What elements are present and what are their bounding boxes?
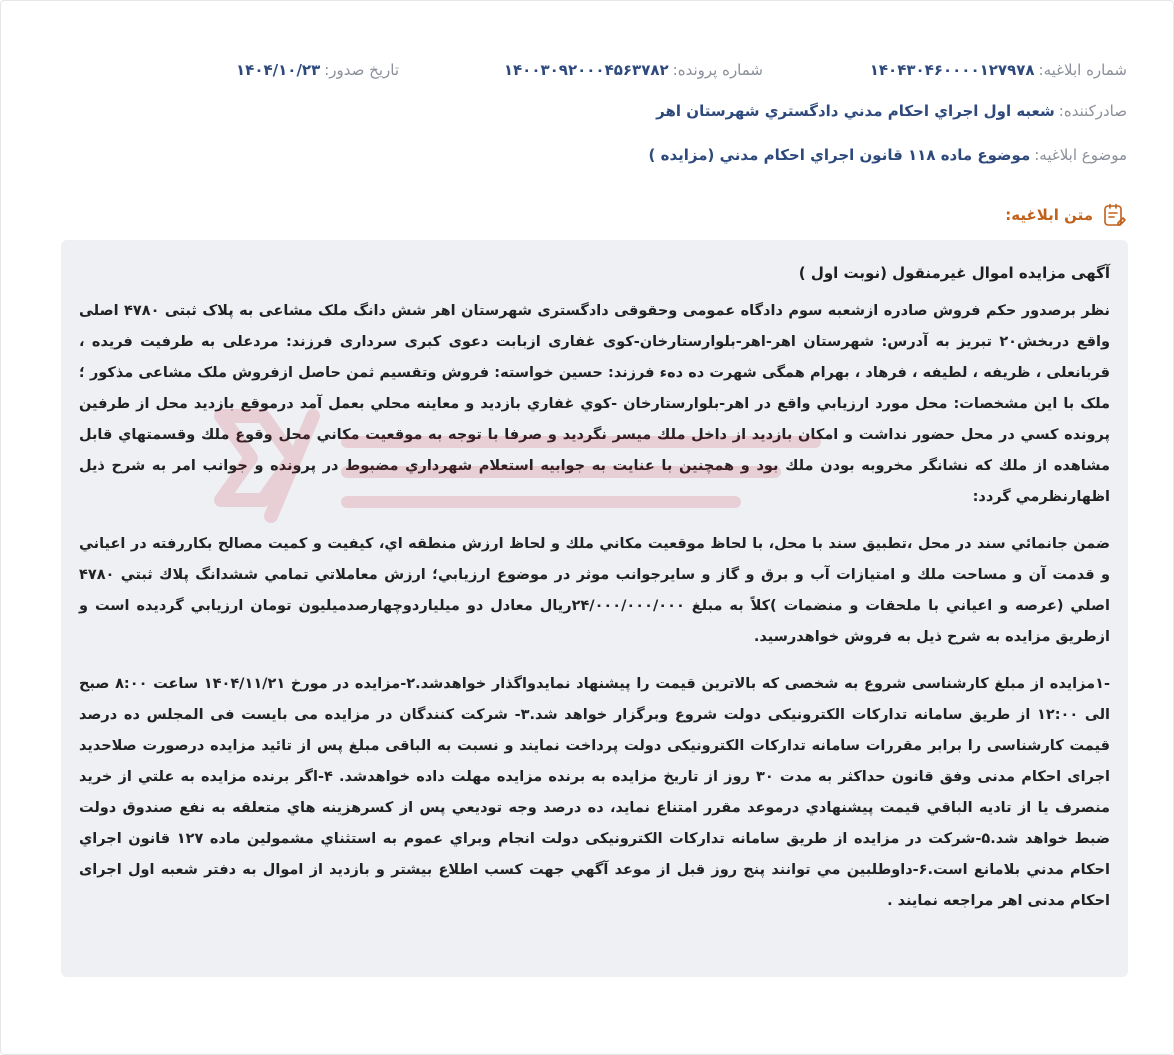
subject-label: موضوع ابلاغیه: bbox=[1034, 146, 1127, 164]
issuer-value: شعبه اول اجراي احکام مدني دادگستري شهرستان اهر bbox=[656, 102, 1055, 120]
notice-heading: آگهی مزایده اموال غیرمنقول (نوبت اول ) bbox=[798, 264, 1110, 282]
meta-row-numbers bbox=[47, 59, 1127, 81]
notice-number-label: شماره ابلاغیه: bbox=[1038, 61, 1127, 79]
notice-paragraph-3: -۱مزایده از مبلغ کارشناسی شروع به شخصی که بالاترین قیمت را پیشنهاد نمایدواگذار خواهدشد.۲-مزایده در مورخ ۱۴۰۴/۱۱/۲۱ ساعت ۸:۰۰ صبح الی ۱۲:۰۰ از طریق سامانه تدارکات الکترونیکی دولت شروع وبرگزار خواهد شد.۳- شرکت کنندگان در مزایده می بایست فی المجلس ده درصد قیمت کارشناسی را برابر مقررات سامانه تدارکات الکترونیکی دولت پرداخت نمایند و نسبت به الباقی مبلغ پس از تائید مزایده درصورت صلاحدید اجرای احکام مدنی وفق قانون حداکثر به مدت ۳۰ روز از تاریخ مزایده به برنده مزایده مهلت داده خواهدشد. ۴-اگر برنده مزايده به علتي از خريد منصرف يا از تاديه الباقي قيمت پيشنهادي درموعد مقرر امتناع نمايد، ده درصد وجه توديعي پس از كسرهزينه هاي متعلقه به نفع صندوق دولت ضبط خواهد شد.۵-شرکت در مزایده از طریق سامانه تدارکات الکترونیکی دولت انجام وبراي عموم به استثناي مشمولين ماده ۱۲۷ قانون اجراي احكام مدني بلامانع است.۶-داوطلبين مي توانند پنج روز قبل از موعد آگهي جهت كسب اطلاع بيشتر و بازديد از اموال به دفتر شعبه اول اجرای احکام مدنی اهر مراجعه نمایند . bbox=[79, 676, 1111, 909]
notice-text-section-title bbox=[1005, 201, 1127, 229]
case-number-value: ۱۴۰۰۳۰۹۲۰۰۰۴۵۶۳۷۸۲ bbox=[503, 61, 669, 79]
section-title-label: متن ابلاغیه: bbox=[1005, 206, 1093, 224]
document-note-icon bbox=[1101, 202, 1127, 228]
issuer-label: صادرکننده: bbox=[1058, 102, 1127, 120]
notice-number-field bbox=[870, 61, 1127, 79]
case-number-field bbox=[504, 61, 763, 79]
issue-date-value: ۱۴۰۴/۱۰/۲۳ bbox=[236, 61, 321, 79]
issue-date-label: تاریخ صدور: bbox=[324, 61, 399, 79]
issuer-field bbox=[47, 100, 1127, 122]
subject-value: موضوع ماده ۱۱۸ قانون اجراي احکام مدني (مزايده ) bbox=[648, 146, 1031, 164]
notice-body-panel bbox=[61, 240, 1128, 977]
subject-field bbox=[47, 144, 1127, 166]
notice-paragraph-2: ضمن جانمائي سند در محل ،تطبيق سند با محل، با لحاظ موقعيت مکاني ملك و لحاظ ارزش منطقه اي، کيفيت و کميت مصالح بكاررفته در اعياني و قدمت آن و مساحت ملك و امتيازات آب و برق و گاز و سايرجوانب موثر در موضوع ارزيابي؛ ارزش معاملاتي تمامي ششدانگ پلاك ثبتي ۴۷۸۰ اصلي (عرصه و اعياني با ملحقات و منضمات )کلاً به مبلغ ۲۴/۰۰۰/۰۰۰/۰۰۰ريال معادل دو ميلياردوچهارصدميليون تومان ارزيابي گرديده است و ازطريق مزايده به شرح ذيل به فروش خواهدرسيد. bbox=[79, 536, 1110, 645]
issue-date-field bbox=[236, 61, 399, 79]
notice-number-value: ۱۴۰۴۳۰۴۶۰۰۰۰۱۲۷۹۷۸ bbox=[869, 61, 1035, 79]
notice-paragraph-1: نظر برصدور حکم فروش صادره ازشعبه سوم دادگاه عمومی وحقوقی دادگستری شهرستان اهر شش دانگ ملک مشاعی به پلاک ثبتی ۴۷۸۰ اصلی واقع دربخش۲۰ تبریز به آدرس: شهرستان اهر-اهر-بلوارستارخان-کوی غفاری ازبابت دعوی کبری سرداری فرزند: مردعلی به طرفیت فریده ، قربانعلی ، ظریفه ، لطیفه ، فرهاد ، بهرام همگی شهرت ده دهء فرزند: حسین خواسته: فروش وتقسیم ثمن حاصل ازفروش ملک مشاعی مذکور ؛ ملک با این مشخصات: محل مورد ارزيابي واقع در اهر-بلوارستارخان -کوي غفاري بازديد و معاينه محلي بعمل آمد درموقع بازديد محل از طرفين پرونده کسي در محل حضور نداشت و امکان بازديد از داخل ملك ميسر نگرديد و صرفا با توجه به موقعيت مکاني محل وقوع ملك وقسمتهاي قابل مشاهده از ملك كه نشانگر مخروبه بودن ملك بود و همچنين با عنايت به جوابيه استعلام شهرداري مضبوط در پرونده و جوانب امر به شرح ذيل اظهارنظرمي گردد: bbox=[79, 303, 1110, 505]
case-number-label: شماره پرونده: bbox=[672, 61, 763, 79]
